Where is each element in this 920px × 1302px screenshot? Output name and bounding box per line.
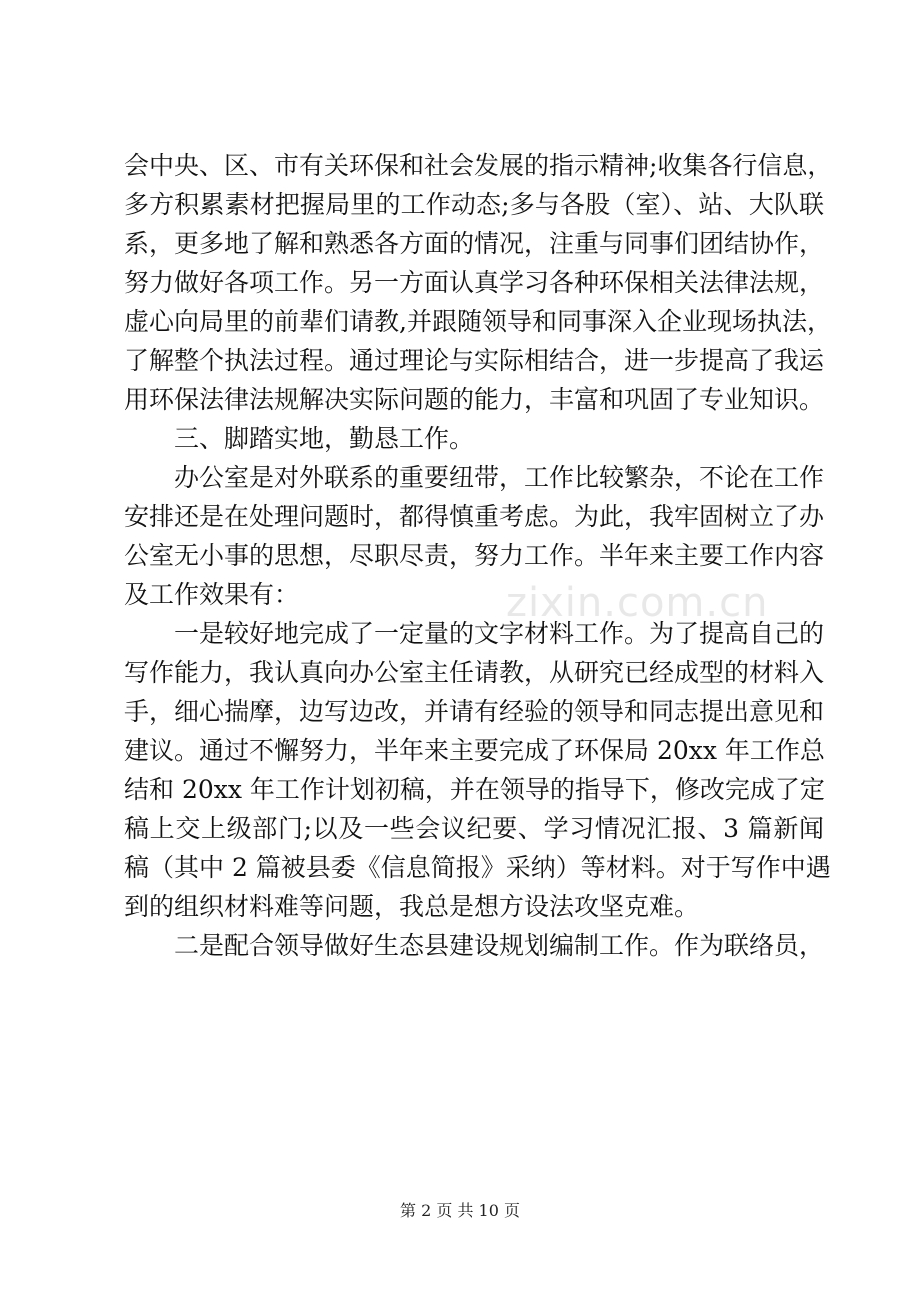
text-line: 系，更多地了解和熟悉各方面的情况，注重与同事们团结协作， — [124, 229, 825, 258]
text-line: 用环保法律法规解决实际问题的能力，丰富和巩固了专业知识。 — [124, 385, 825, 414]
text-line: 公室无小事的思想，尽职尽责，努力工作。半年来主要工作内容 — [124, 541, 825, 570]
section-heading: 三、脚踏实地，勤恳工作。 — [174, 424, 475, 453]
text-line: 虚心向局里的前辈们请教,并跟随领导和同事深入企业现场执法， — [124, 307, 832, 336]
text-line: 一是较好地完成了一定量的文字材料工作。为了提高自己的 — [174, 619, 825, 648]
text-line: 了解整个执法过程。通过理论与实际相结合，进一步提高了我运 — [124, 346, 825, 375]
text-line: 到的组织材料难等问题，我总是想方设法攻坚克难。 — [124, 892, 700, 921]
text-line: 手，细心揣摩，边写边改，并请有经验的领导和同志提出意见和 — [124, 697, 825, 726]
text-line: 二是配合领导做好生态县建设规划编制工作。作为联络员， — [174, 931, 825, 960]
text-line: 努力做好各项工作。另一方面认真学习各种环保相关法律法规， — [124, 268, 825, 297]
text-line: 安排还是在处理问题时，都得慎重考虑。为此，我牢固树立了办 — [124, 502, 825, 531]
body-text — [124, 146, 833, 965]
text-line: 稿上交上级部门;以及一些会议纪要、学习情况汇报、3 篇新闻 — [124, 814, 824, 843]
text-line: 办公室是对外联系的重要纽带，工作比较繁杂，不论在工作 — [174, 463, 825, 492]
watermark: zixin.com.cn — [506, 580, 769, 626]
text-line: 结和 20xx 年工作计划初稿，并在领导的指导下，修改完成了定 — [124, 775, 825, 804]
page-footer: 第 2 页 共 10 页 — [400, 1201, 520, 1220]
text-line: 多方积累素材把握局里的工作动态;多与各股（室）、站、大队联 — [124, 190, 824, 219]
text-line: 建议。通过不懈努力，半年来主要完成了环保局 20xx 年工作总 — [124, 736, 825, 765]
text-line: 会中央、区、市有关环保和社会发展的指示精神;收集各行信息， — [124, 151, 833, 180]
text-line: 及工作效果有： — [124, 580, 300, 609]
text-line: 稿（其中 2 篇被县委《信息简报》采纳）等材料。对于写作中遇 — [124, 853, 831, 882]
text-line: 写作能力，我认真向办公室主任请教，从研究已经成型的材料入 — [124, 658, 825, 687]
